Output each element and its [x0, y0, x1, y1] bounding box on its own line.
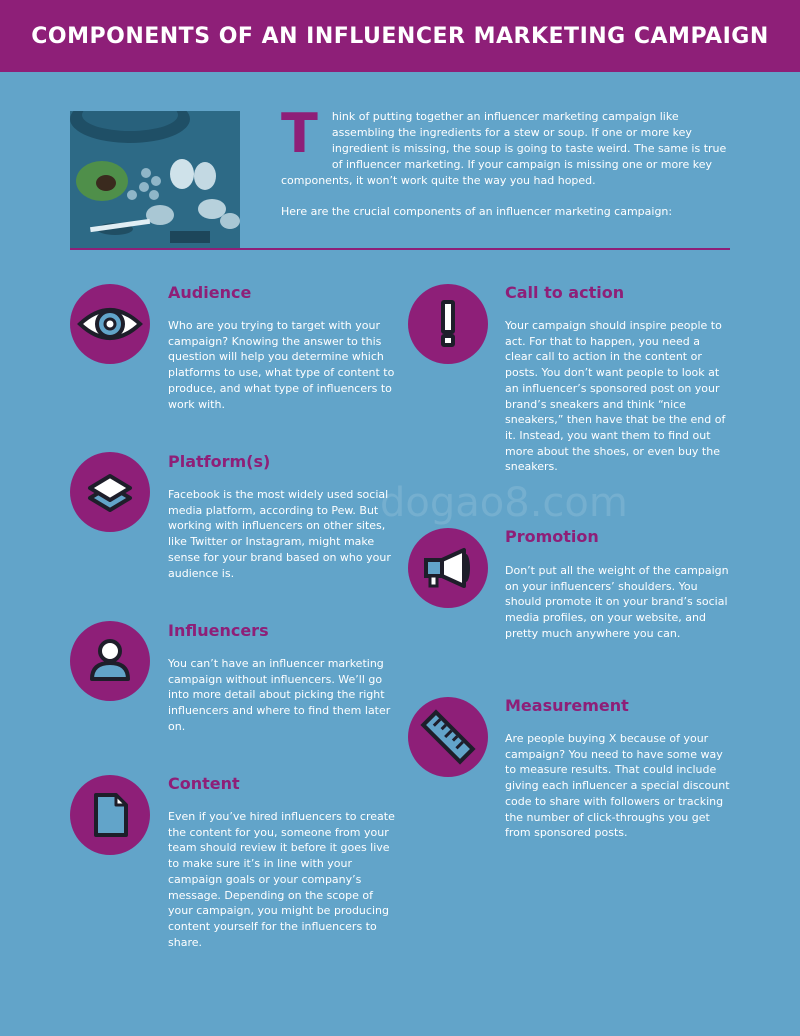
platforms-body: Facebook is the most widely used social media platform, according to Pew. But working with influencers on other sites, like Twitter or Instagram, might make sense for your brand based on who your audience is.	[168, 488, 391, 580]
content-title: Content	[168, 774, 240, 793]
section-divider	[70, 248, 730, 250]
intro-paragraph: hink of putting together an influencer marketing campaign like assembling the ingredients for a stew or soup. If one or more key ingredient is missing, the soup is going to taste weird. The same is true of influencer marketing. If your campaign is missing one or more key components, it won’t work quite the way you had hoped.	[281, 110, 727, 187]
megaphone-icon	[408, 528, 488, 608]
layers-icon	[70, 452, 150, 532]
audience-title: Audience	[168, 283, 252, 302]
exclamation-icon	[408, 284, 488, 364]
promotion-title: Promotion	[505, 527, 599, 546]
call-to-action-body: Your campaign should inspire people to act. For that to happen, you need a clear call to action in the content or posts. You don’t want people to look at an influencer’s sponsored post on your brand’s sneakers and think “nice sneakers,” then have that be the end of it. Instead, you want them to find out more about the shoes, or even buy the sneakers.	[505, 319, 726, 474]
call-to-action-title: Call to action	[505, 283, 625, 302]
influencers-title: Influencers	[168, 621, 269, 640]
content-body: Even if you’ve hired influencers to create the content for you, someone from your team should review it before it goes live to make sure it’s in line with your campaign goals or your company’s message. Depending on the scope of your campaign, you might be producing content yourself for the influencers to share.	[168, 810, 395, 949]
ingredients-photo	[70, 111, 240, 248]
intro-text	[281, 102, 731, 235]
measurement-title: Measurement	[505, 696, 629, 715]
document-icon	[70, 775, 150, 855]
influencers-body: You can’t have an influencer marketing campaign without influencers. We’ll go into more detail about picking the right influencers and where to find them later on.	[168, 657, 391, 733]
watermark: dogao8.com	[380, 480, 628, 526]
promotion-body: Don’t put all the weight of the campaign on your influencers’ shoulders. You should promote it on your brand’s social media profiles, on your website, and pretty much anywhere you can.	[505, 564, 729, 640]
ingredients-photo-graphic	[70, 111, 240, 248]
drop-cap: T	[281, 102, 318, 165]
header-banner	[0, 0, 800, 72]
measurement-body: Are people buying X because of your campaign? You need to have some way to measure results. That could include giving each influencer a special discount code to share with followers or tracking the number of click-throughs you get from sponsored posts.	[505, 732, 730, 840]
eye-icon	[70, 284, 150, 364]
person-icon	[70, 621, 150, 701]
platforms-title: Platform(s)	[168, 452, 271, 471]
page-title: COMPONENTS OF AN INFLUENCER MARKETING CAMPAIGN	[31, 23, 769, 49]
ruler-icon	[408, 697, 488, 777]
audience-body: Who are you trying to target with your campaign? Knowing the answer to this question will help you determine which platforms to use, what type of content to produce, and what type of influencers to work with.	[168, 319, 395, 411]
intro-lead-in: Here are the crucial components of an influencer marketing campaign:	[281, 205, 673, 218]
